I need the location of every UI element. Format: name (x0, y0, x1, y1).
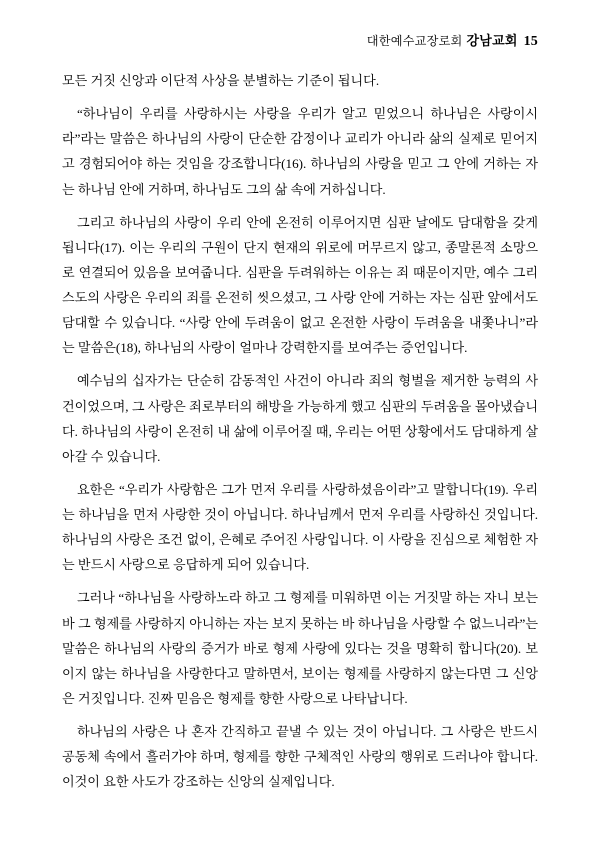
paragraph: 요한은 “우리가 사랑함은 그가 먼저 우리를 사랑하셨음이라”고 말합니다(19). 우리는 하나님을 먼저 사랑한 것이 아닙니다. 하나님께서 먼저 우리를 사랑하신 것입니다. 하나님의 사랑은 조건 없이, 은혜로 주어진 사랑입니다. 이 사랑을 진심으로 체험한 자는 반드시 사랑으로 응답하게 되어 있습니다. (62, 481, 538, 573)
denomination-label: 대한예수교장로회 (366, 34, 463, 48)
paragraph: “하나님이 우리를 사랑하시는 사랑을 우리가 알고 믿었으니 하나님은 사랑이시라”라는 말씀은 하나님의 사랑이 단순한 감정이나 교리가 아니라 삶의 실제로 믿어지고 경험되어야 하는 것임을 강조합니다(16). 하나님의 사랑을 믿고 그 안에 거하는 자는 하나님 안에 거하며, 하나님도 그의 삶 속에 거하십니다. (62, 106, 538, 197)
paragraph: 예수님의 십자가는 단순히 감동적인 사건이 아니라 죄의 형벌을 제거한 능력의 사건이었으며, 그 사랑은 죄로부터의 해방을 가능하게 했고 심판의 두려움을 몰아냈습니다. 하나님의 사랑이 온전히 내 삶에 이루어질 때, 우리는 어떤 상황에서도 담대하게 살아갈 수 있습니다. (62, 373, 538, 464)
page-header (62, 30, 538, 48)
paragraph: 그러나 “하나님을 사랑하노라 하고 그 형제를 미워하면 이는 거짓말 하는 자니 보는 바 그 형제를 사랑하지 아니하는 자는 보지 못하는 바 하나님을 사랑할 수 없느니라”는 말씀은 하나님의 사랑의 증거가 바로 형제 사랑에 있다는 것을 명확히 합니다(20). 보이지 않는 하나님을 사랑한다고 말하면서, 보이는 형제를 사랑하지 않는다면 그 신앙은 거짓입니다. 진짜 믿음은 형제를 향한 사랑으로 나타납니다. (62, 590, 538, 706)
paragraph: 하나님의 사랑은 나 혼자 간직하고 끝낼 수 있는 것이 아닙니다. 그 사랑은 반드시 공동체 속에서 흘러가야 하며, 형제를 향한 구체적인 사랑의 행위로 드러나야 합니다. 이것이 요한 사도가 강조하는 신앙의 실제입니다. (62, 724, 538, 790)
church-name-label: 강남교회 (466, 33, 518, 48)
body-text (62, 68, 538, 794)
paragraph: 모든 거짓 신앙과 이단적 사상을 분별하는 기준이 됩니다. (62, 73, 380, 88)
page-number: 15 (523, 34, 538, 49)
paragraph: 그리고 하나님의 사랑이 우리 안에 온전히 이루어지면 심판 날에도 담대함을 갖게 됩니다(17). 이는 우리의 구원이 단지 현재의 위로에 머무르지 않고, 종말론적 소망으로 연결되어 있음을 보여줍니다. 심판을 두려워하는 이유는 죄 때문이지만, 예수 그리스도의 사랑은 우리의 죄를 온전히 씻으셨고, 그 사랑 안에 거하는 자는 심판 앞에서도 담대할 수 있습니다. “사랑 안에 두려움이 없고 온전한 사랑이 두려움을 내쫓나니”라는 말씀은(18), 하나님의 사랑이 얼마나 강력한지를 보여주는 증언입니다. (62, 214, 538, 356)
